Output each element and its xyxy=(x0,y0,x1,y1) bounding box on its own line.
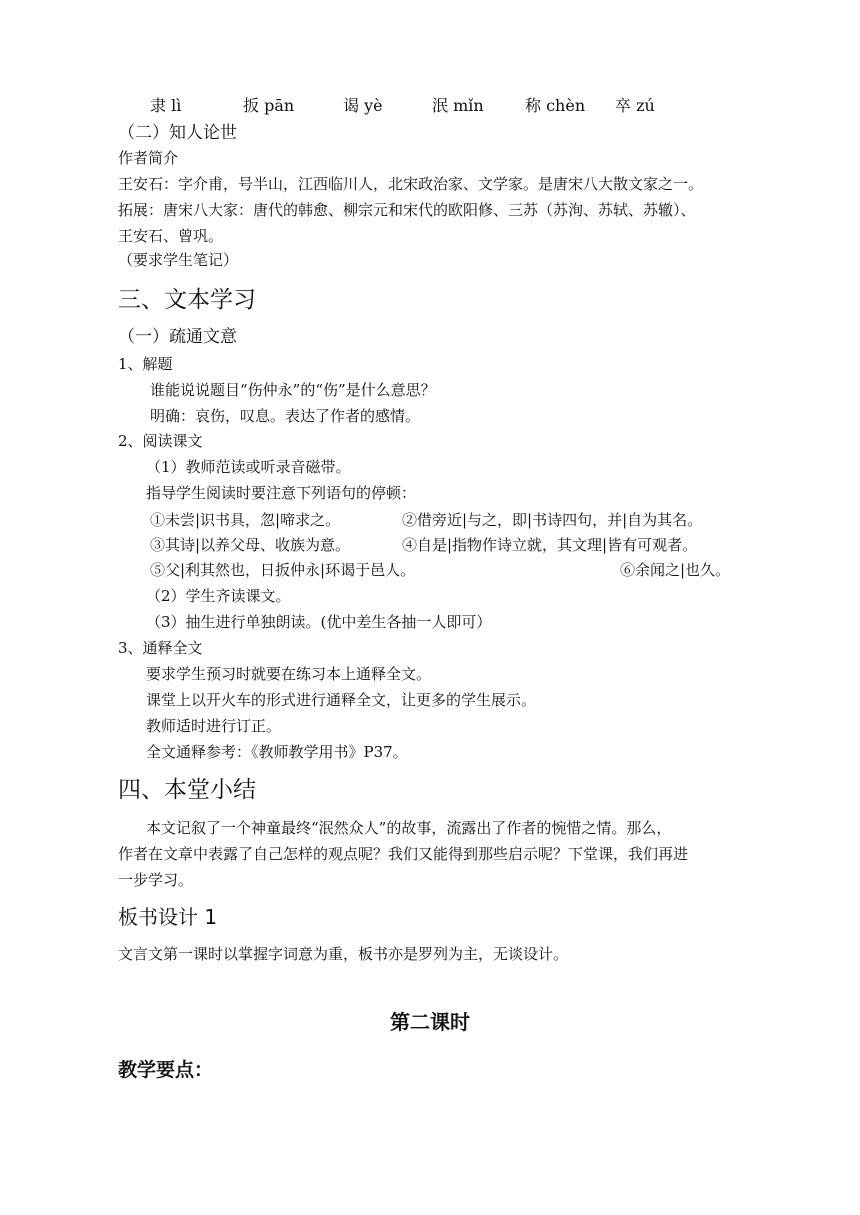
author-label: 作者简介 xyxy=(118,149,179,167)
expand-text-line: 拓展：唐宋八大家：唐代的韩愈、柳宗元和宋代的欧阳修、三苏（苏洵、苏轼、苏辙）、 xyxy=(118,201,696,219)
summary-paragraph-line: 本文记叙了一个神童最终“泯然众人”的故事，流露出了作者的惋惜之情。那么， xyxy=(146,819,672,837)
body-text: （3）抽生进行单独朗读。(优中差生各抽一人即可） xyxy=(146,613,492,631)
teaching-points-label: 教学要点： xyxy=(118,1059,214,1081)
body-text: 明确：哀伤，叹息。表达了作者的感情。 xyxy=(150,407,421,425)
board-text: 文言文第一课时以掌握字词意为重，板书亦是罗列为主，无谈设计。 xyxy=(118,945,569,963)
summary-paragraph-line: 作者在文章中表露了自己怎样的观点呢？我们又能得到那些启示呢？下堂课，我们再进 xyxy=(118,845,689,863)
pinyin-item: 扳 pān xyxy=(243,96,295,115)
pinyin-item: 谒 yè xyxy=(343,96,383,115)
body-text: 全文通释参考：《教师教学用书》P37。 xyxy=(146,743,408,761)
pinyin-item: 泯 mǐn xyxy=(432,96,484,115)
pause-example: ①未尝|识书具，忽|啼求之。 xyxy=(150,511,341,529)
expand-text-line: 王安石、曾巩。 xyxy=(118,227,224,245)
body-text: 要求学生预习时就要在练习本上通释全文。 xyxy=(146,665,432,683)
item-heading: 1、解题 xyxy=(118,355,173,373)
pause-example: ③其诗|以养父母、收族为意。 xyxy=(150,536,351,554)
pause-example: ⑤父|利其然也，日扳仲永|环谒于邑人。 xyxy=(150,561,416,579)
item-heading: 3、通释全文 xyxy=(118,639,203,657)
pinyin-item: 隶 lì xyxy=(150,96,182,115)
body-text: 课堂上以开火车的形式进行通释全文，让更多的学生展示。 xyxy=(146,691,537,709)
summary-paragraph-line: 一步学习。 xyxy=(118,871,194,889)
pinyin-item: 卒 zú xyxy=(615,96,655,115)
lesson-title: 第二课时 xyxy=(390,1010,470,1034)
pause-example: ④自是|指物作诗立就，其文理|皆有可观者。 xyxy=(402,536,698,554)
body-text: 教师适时进行订正。 xyxy=(146,717,282,735)
item-heading: 2、阅读课文 xyxy=(118,432,203,450)
body-text: （2）学生齐读课文。 xyxy=(146,587,291,605)
section-title: 三、文本学习 xyxy=(118,287,256,313)
body-text: 谁能说说题目“伤仲永”的“伤”是什么意思？ xyxy=(150,381,436,399)
body-text: 指导学生阅读时要注意下列语句的停顿： xyxy=(146,484,417,502)
board-title: 板书设计 1 xyxy=(118,905,218,929)
pinyin-item: 称 chèn xyxy=(525,96,586,115)
pause-example: ②借旁近|与之，即|书诗四句，并|自为其名。 xyxy=(402,511,703,529)
author-text: 王安石：字介甫，号半山，江西临川人，北宋政治家、文学家。是唐宋八大散文家之一。 xyxy=(118,175,704,193)
subsection-heading: （一）疏通文意 xyxy=(118,327,237,347)
section-title: 四、本堂小结 xyxy=(118,777,256,803)
note-text: （要求学生笔记） xyxy=(118,251,239,269)
pinyin-row xyxy=(0,96,860,118)
pause-example: ⑥余闻之|也久。 xyxy=(620,561,731,579)
subsection-heading: （二）知人论世 xyxy=(118,123,237,143)
body-text: （1）教师范读或听录音磁带。 xyxy=(146,458,351,476)
